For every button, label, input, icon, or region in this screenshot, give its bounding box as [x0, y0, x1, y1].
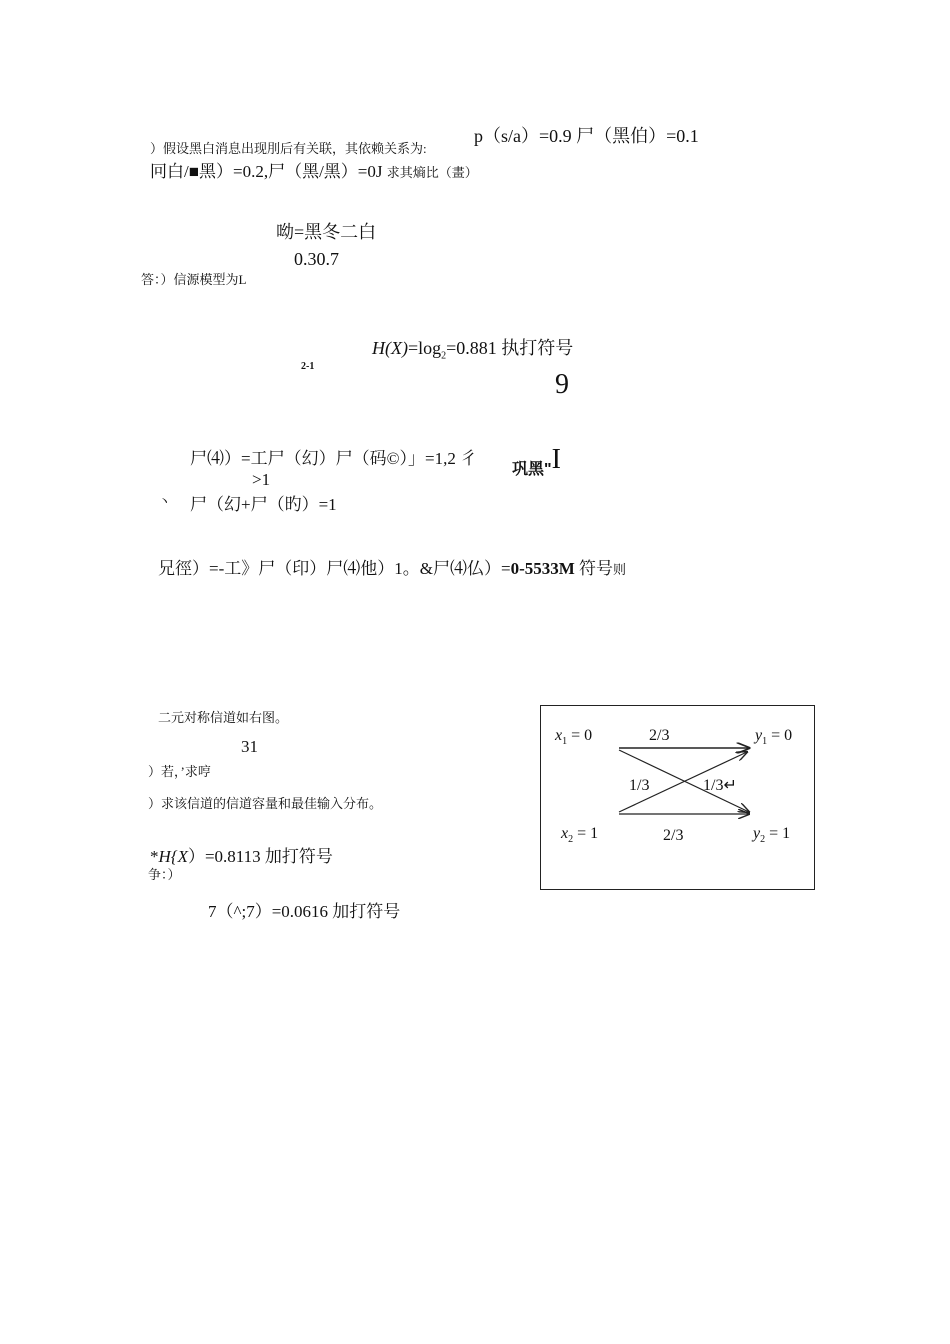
- source-model-values: 0.30.7: [294, 249, 339, 269]
- equation-2-tail-text: 巩黑": [512, 461, 552, 478]
- answer-label: 争：）: [148, 867, 181, 882]
- prob-cross-left: 1/3: [629, 777, 650, 794]
- equation-tag: 2-1: [301, 361, 315, 372]
- node-y1: $y_1 = 0$: [755, 727, 793, 748]
- equation-2-tail: [512, 444, 561, 480]
- node-x1: $x_1 = 0$: [555, 727, 593, 748]
- equation-2-tail-big: I: [551, 444, 561, 475]
- condition-line: [150, 163, 478, 180]
- hx-label: H{X: [158, 847, 188, 866]
- prob-bottom: 2/3: [663, 827, 684, 844]
- equation-3-mark: 丶: [158, 494, 172, 509]
- entropy-value: =0.881 执打符号: [446, 338, 574, 358]
- hx-result: [150, 848, 333, 865]
- equation-3: 尸（幻+尸（旳）=1: [190, 495, 337, 514]
- node-x2: $x_2 = 1$: [561, 825, 599, 846]
- node-y2: $y_2 = 1$: [753, 825, 791, 846]
- question-1: ）若，’求哼: [148, 764, 211, 779]
- source-model-top: 呦=黑冬二白: [276, 222, 377, 242]
- entropy-formula: [372, 339, 573, 362]
- entropy-label: H(X): [372, 338, 408, 358]
- equation-4-bold: 0-5533M: [510, 559, 575, 578]
- channel-value: 31: [241, 737, 258, 756]
- equation-4-small: 则: [613, 562, 627, 577]
- equation-4-formula: 兄徑）=-工》尸（印）尸⑷他）1。&尸⑷仏）=: [158, 559, 511, 578]
- bsc-diagram: [540, 705, 815, 890]
- hx-prefix: *: [150, 847, 159, 866]
- equation-2-sub: >1: [252, 470, 271, 489]
- condition-formula: 冋白/■黑）=0.2,尸（黑/黑）=0J: [150, 162, 383, 181]
- entropy-eq: =log: [407, 338, 442, 358]
- condition-tail: 求其熵比（畫）: [386, 165, 478, 180]
- equation-4: [158, 560, 626, 577]
- question-2: ）求该信道的信道容量和最佳输入分布。: [148, 796, 383, 811]
- entropy-sub: 2: [441, 350, 447, 362]
- equation-4-unit: 符号: [579, 559, 614, 578]
- hx-value: ）=0.8113 加打符号: [187, 847, 333, 866]
- assumption-text: ）假设黑白消息出现刖后有关联，其依赖关系为:: [150, 141, 427, 156]
- channel-intro: 二元对称信道如右图。: [158, 710, 289, 725]
- answer-intro: 答：）信源模型为L: [141, 272, 247, 287]
- mutual-information: 7（^;7）=0.0616 加打符号: [208, 902, 401, 921]
- prob-cross-right: 1/3↵: [703, 777, 737, 794]
- prob-top: 2/3: [649, 727, 670, 744]
- equation-2: 尸⑷）=工尸（幻）尸（码©）」=1,2 彳: [190, 449, 478, 468]
- big-nine: 9: [555, 369, 569, 400]
- transition-prob-line: p（s/a）=0.9 尸（黑伯）=0.1: [474, 126, 699, 146]
